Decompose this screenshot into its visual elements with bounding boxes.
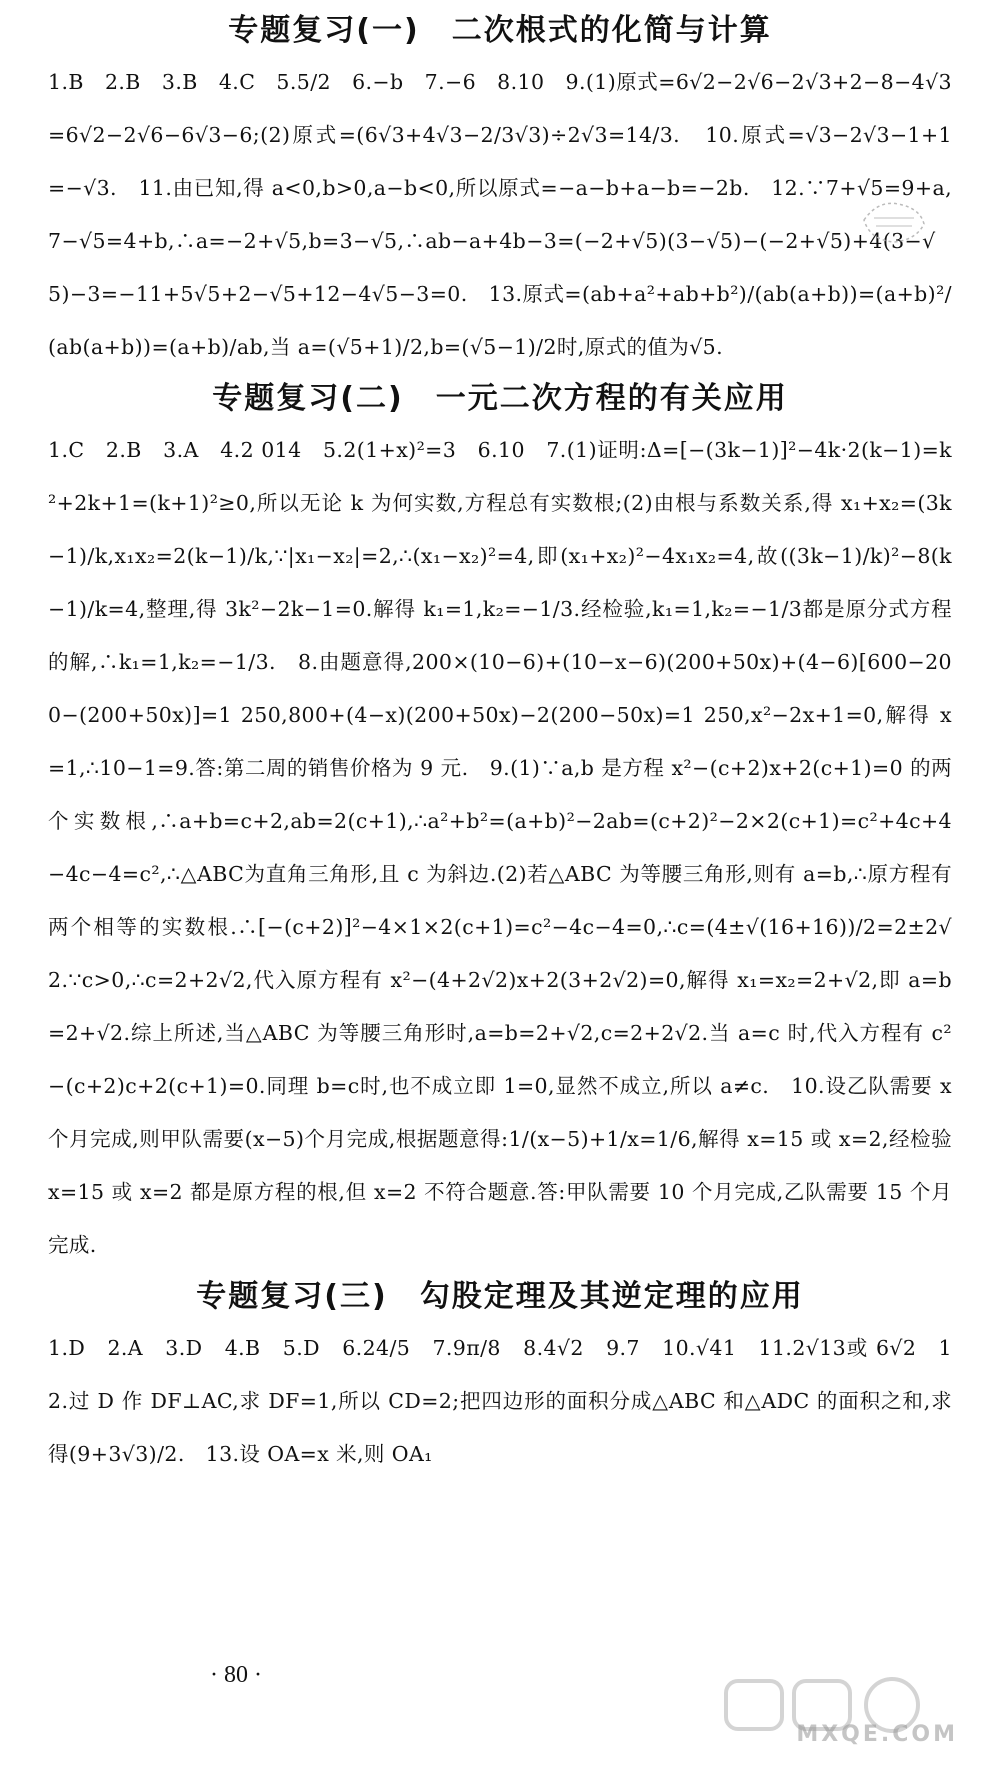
answer-page xyxy=(48,6,952,1481)
section-2-paragraph: 1.C 2.B 3.A 4.2 014 5.2(1+x)²=3 6.10 7.(1)证明:Δ=[−(3k−1)]²−4k·2(k−1)=k²+2k+1=(k+1)²≥0,所以无论 k 为何实数,方程总有实数根;(2)由根与系数关系,得 x₁+x₂=(3k−1)/k,x₁x₂=2(k−1)/k,∵|x₁−x₂|=2,∴(x₁−x₂)²=4,即(x₁+x₂)²−4x₁x₂=4,故((3k−1)/k)²−8(k−1)/k=4,整理,得 3k²−2k−1=0.解得 k₁=1,k₂=−1/3.经检验,k₁=1,k₂=−1/3都是原分式方程的解,∴k₁=1,k₂=−1/3. 8.由题意得,200×(10−6)+(10−x−6)(200+50x)+(4−6)[600−200−(200+50x)]=1 250,800+(4−x)(200+50x)−2(200−50x)=1 250,x²−2x+1=0,解得 x=1,∴10−1=9.答:第二周的销售价格为 9 元. 9.(1)∵a,b 是方程 x²−(c+2)x+2(c+1)=0 的两个实数根,∴a+b=c+2,ab=2(c+1),∴a²+b²=(a+b)²−2ab=(c+2)²−2×2(c+1)=c²+4c+4−4c−4=c²,∴△ABC为直角三角形,且 c 为斜边.(2)若△ABC 为等腰三角形,则有 a=b,∴原方程有两个相等的实数根.∴[−(c+2)]²−4×1×2(c+1)=c²−4c−4=0,∴c=(4±√(16+16))/2=2±2√2.∵c>0,∴c=2+2√2,代入原方程有 x²−(4+2√2)x+2(3+2√2)=0,解得 x₁=x₂=2+√2,即 a=b=2+√2.综上所述,当△ABC 为等腰三角形时,a=b=2+√2,c=2+2√2.当 a=c 时,代入方程有 c²−(c+2)c+2(c+1)=0.同理 b=c时,也不成立即 1=0,显然不成立,所以 a≠c. 10.设乙队需要 x 个月完成,则甲队需要(x−5)个月完成,根据题意得:1/(x−5)+1/x=1/6,解得 x=15 或 x=2,经检验 x=15 或 x=2 都是原方程的根,但 x=2 不符合题意.答:甲队需要 10 个月完成,乙队需要 15 个月完成. xyxy=(48,438,952,1257)
section-title-3: 专题复习(三) 勾股定理及其逆定理的应用 xyxy=(196,1279,804,1314)
watermark-text: MXQE.COM xyxy=(796,1722,958,1747)
section-title-1: 专题复习(一) 二次根式的化简与计算 xyxy=(228,13,772,48)
section-3-paragraph: 1.D 2.A 3.D 4.B 5.D 6.24/5 7.9π/8 8.4√2 9.7 10.√41 11.2√13或 6√2 12.过 D 作 DF⊥AC,求 DF=1,所以 CD=2;把四边形的面积分成△ABC 和△ADC 的面积之和,求得(9+3√3)/2. 13.设 OA=x 米,则 OA₁ xyxy=(48,1336,952,1466)
section-1-content xyxy=(48,56,952,374)
section-title-2: 专题复习(二) 一元二次方程的有关应用 xyxy=(212,381,788,416)
watermark-logo xyxy=(686,1675,986,1765)
ink-stamp-icon xyxy=(858,190,930,250)
page-number: · 80 · xyxy=(210,1662,262,1688)
section-1-paragraph: 1.B 2.B 3.B 4.C 5.5/2 6.−b 7.−6 8.10 9.(1)原式=6√2−2√6−2√3+2−8−4√3=6√2−2√6−6√3−6;(2)原式=(6√3+4√3−2/3√3)÷2√3=14/3. 10.原式=√3−2√3−1+1=−√3. 11.由已知,得 a<0,b>0,a−b<0,所以原式=−a−b+a−b=−2b. 12.∵7+√5=9+a,7−√5=4+b,∴a=−2+√5,b=3−√5,∴ab−a+4b−3=(−2+√5)(3−√5)−(−2+√5)+4(3−√5)−3=−11+5√5+2−√5+12−4√5−3=0. 13.原式=(ab+a²+ab+b²)/(ab(a+b))=(a+b)²/(ab(a+b))=(a+b)/ab,当 a=(√5+1)/2,b=(√5−1)/2时,原式的值为√5. xyxy=(48,70,952,359)
section-3-content xyxy=(48,1322,952,1481)
watermark-logo-icon xyxy=(686,1675,986,1765)
section-2-content xyxy=(48,424,952,1272)
